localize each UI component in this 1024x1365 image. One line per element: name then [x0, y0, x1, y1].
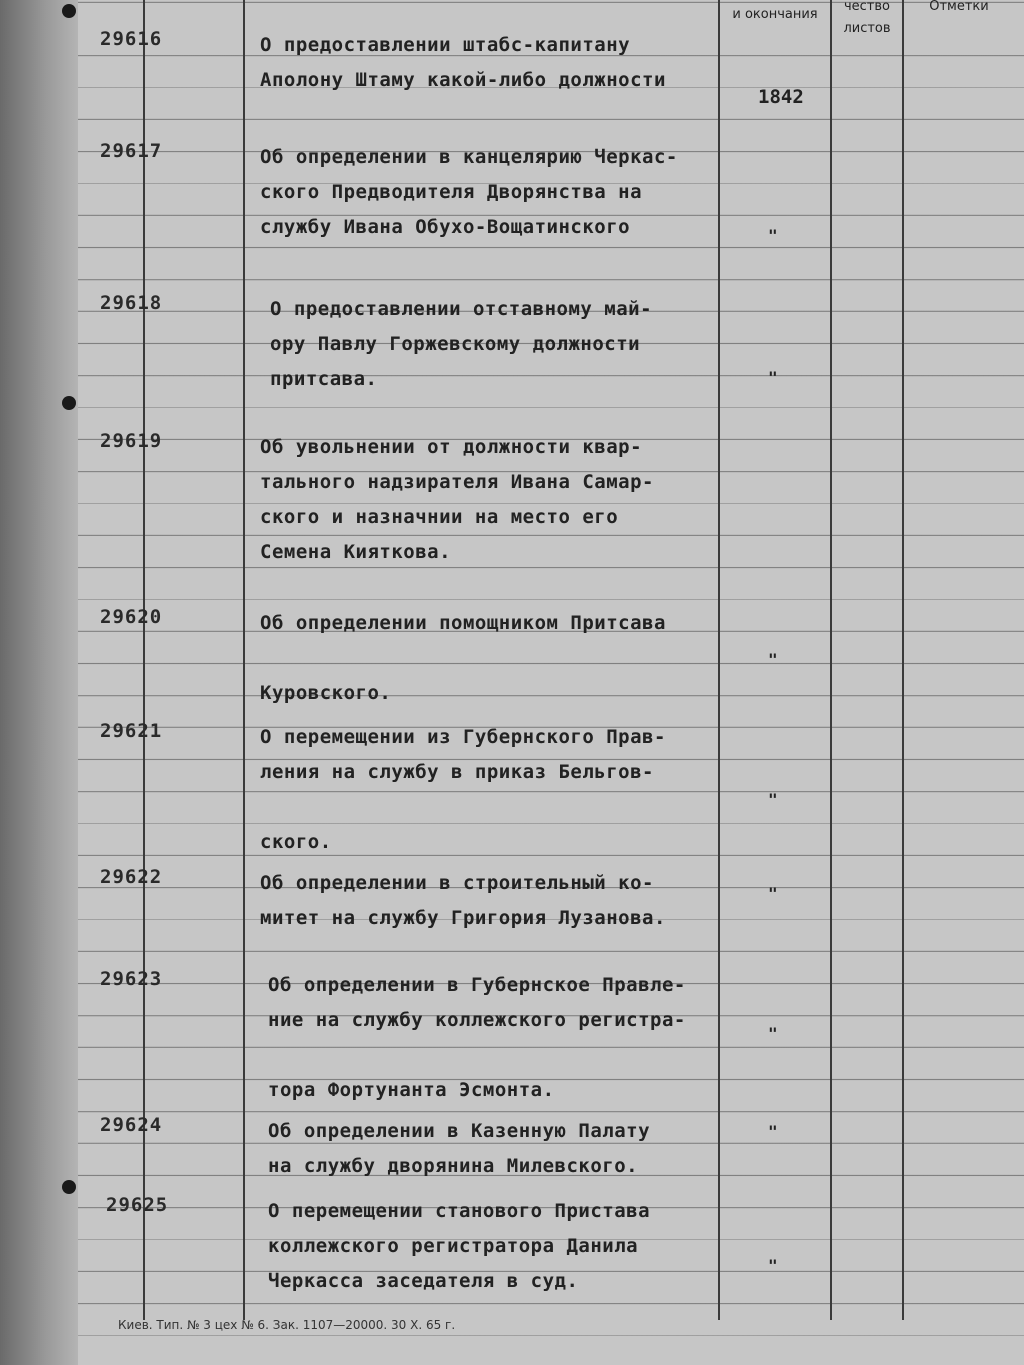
column-divider	[902, 0, 904, 1320]
binding-hole	[62, 1180, 76, 1194]
binding-hole	[62, 396, 76, 410]
printer-imprint: Киев. Тип. № 3 цех № 6. Зак. 1107—20000. 30 Х. 65 г.	[118, 1318, 456, 1332]
binding-hole	[62, 4, 76, 18]
ditto-mark: "	[768, 1122, 778, 1141]
record-number: 29624	[100, 1114, 163, 1136]
record-number: 29621	[100, 720, 163, 742]
header-notes: Отметки	[929, 0, 989, 14]
record-year: 1842	[758, 86, 804, 108]
column-divider	[830, 0, 832, 1320]
record-title: О перемещении из Губернского Прав- ления на службу в приказ Бельгов- ского.	[260, 726, 666, 853]
ditto-mark: "	[768, 1256, 778, 1275]
ditto-mark: "	[768, 368, 778, 387]
binding-strip	[0, 0, 78, 1365]
ditto-mark: "	[768, 226, 778, 245]
record-title: Об увольнении от должности квар- тального надзирателя Ивана Самар- ского и назначнии на место его Семена Кияткова.	[260, 436, 654, 563]
record-title: Об определении в канцелярию Черкас- ского Предводителя Дворянства на службу Ивана Обухо-Вощатинского	[260, 146, 678, 238]
record-number: 29625	[106, 1194, 169, 1216]
ditto-mark: "	[768, 884, 778, 903]
record-title: Об определении помощником Притсава Куровского.	[260, 612, 666, 704]
record-title: О предоставлении отставному май- ору Павлу Горжевскому должности притсава.	[270, 298, 653, 390]
record-number: 29619	[100, 430, 163, 452]
record-title: Об определении в Казенную Палату на службу дворянина Милевского.	[268, 1120, 651, 1177]
header-dates: и окончания	[732, 7, 818, 22]
record-title: О перемещении станового Пристава коллежского регистратора Данила Черкасса заседателя в суд.	[268, 1200, 651, 1292]
record-title: Об определении в Губернское Правле- ние на службу коллежского регистра- тора Фортунанта Эсмонта.	[268, 974, 686, 1101]
record-number: 29622	[100, 866, 163, 888]
record-number: 29617	[100, 140, 163, 162]
column-divider	[243, 0, 245, 1320]
header-sheets: чество листов	[843, 0, 891, 36]
ditto-mark: "	[768, 650, 778, 669]
record-number: 29618	[100, 292, 163, 314]
record-number: 29623	[100, 968, 163, 990]
ditto-mark: "	[768, 790, 778, 809]
ditto-mark: "	[768, 1024, 778, 1043]
record-number: 29620	[100, 606, 163, 628]
record-title: Об определении в строительный ко- митет на службу Григория Лузанова.	[260, 872, 666, 929]
record-number: 29616	[100, 28, 163, 50]
record-title: О предоставлении штабс-капитану Аполону Штаму какой-либо должности	[260, 34, 666, 91]
register-page	[78, 0, 1024, 1365]
